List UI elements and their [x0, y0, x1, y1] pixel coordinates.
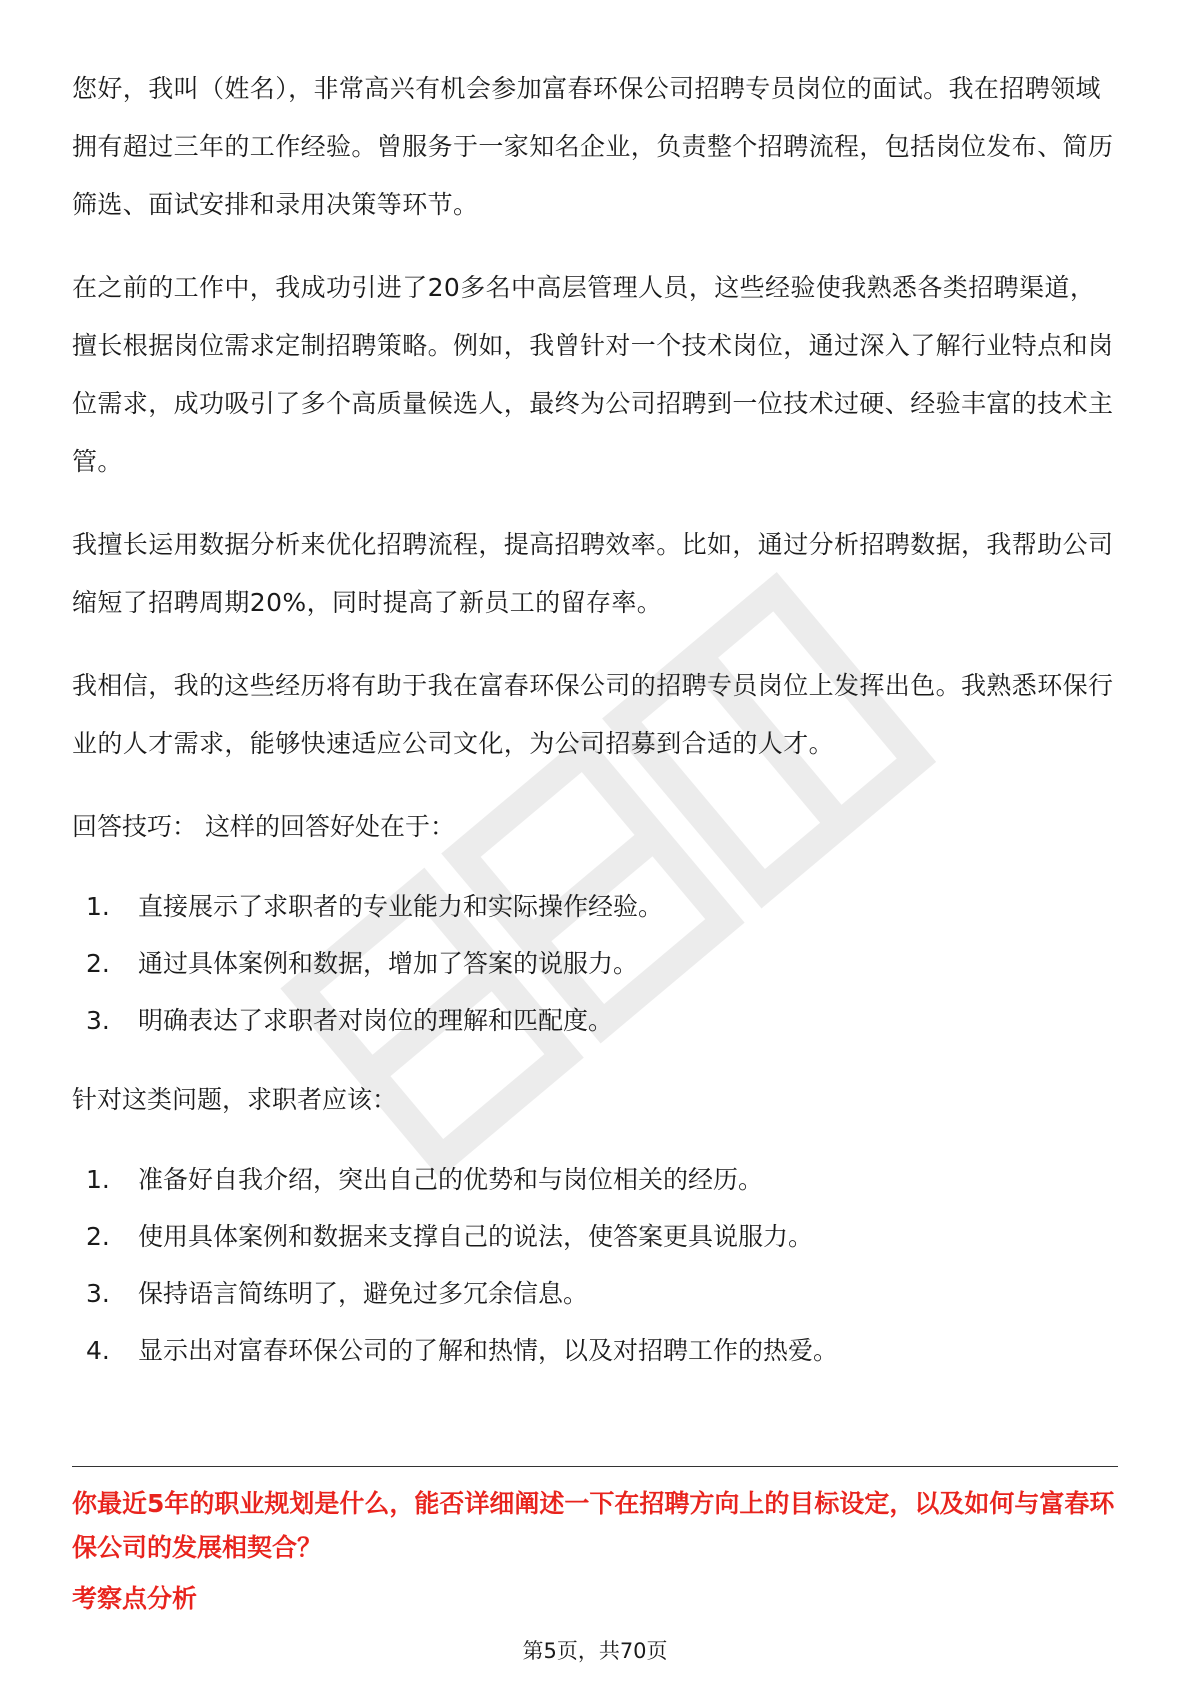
list-text: 明确表达了求职者对岗位的理解和匹配度。: [138, 1006, 614, 1035]
section-divider: [72, 1466, 1118, 1467]
page-footer: 第5页，共70页: [522, 1639, 668, 1663]
next-question-heading: 你最近5年的职业规划是什么，能否详细阐述一下在招聘方向上的目标设定，以及如何与富春环保公司的发展相契合？: [72, 1489, 1115, 1562]
list-text: 准备好自我介绍，突出自己的优势和与岗位相关的经历。: [138, 1165, 764, 1194]
list-number: 4.: [86, 1336, 110, 1365]
list-text: 显示出对富春环保公司的了解和热情，以及对招聘工作的热爱。: [138, 1336, 839, 1365]
answer-paragraph-3: 我擅长运用数据分析来优化招聘流程，提高招聘效率。比如，通过分析招聘数据，我帮助公司缩短了招聘周期20%，同时提高了新员工的留存率。: [72, 530, 1114, 617]
answer-paragraph-2: 在之前的工作中，我成功引进了20多名中高层管理人员，这些经验使我熟悉各类招聘渠道，擅长根据岗位需求定制招聘策略。例如，我曾针对一个技术岗位，通过深入了解行业特点和岗位需求，成功吸引了多个高质量候选人，最终为公司招聘到一位技术过硬、经验丰富的技术主管。: [72, 273, 1114, 476]
list-item: [86, 1265, 1118, 1322]
advice-label: 针对这类问题，求职者应该：: [72, 1085, 398, 1114]
list-item: [86, 935, 1118, 992]
list-number: 1.: [86, 892, 110, 921]
list-item: [86, 1208, 1118, 1265]
list-text: 通过具体案例和数据，增加了答案的说服力。: [138, 949, 639, 978]
list-number: 3.: [86, 1006, 110, 1035]
analysis-section-title: 考察点分析: [72, 1584, 198, 1613]
list-text: 直接展示了求职者的专业能力和实际操作经验。: [138, 892, 664, 921]
list-text: 保持语言简练明了，避免过多冗余信息。: [138, 1279, 589, 1308]
answer-paragraph-1: 您好，我叫（姓名），非常高兴有机会参加富春环保公司招聘专员岗位的面试。我在招聘领域拥有超过三年的工作经验。曾服务于一家知名企业，负责整个招聘流程，包括岗位发布、简历筛选、面试安排和录用决策等环节。: [72, 74, 1114, 219]
list-text: 使用具体案例和数据来支撑自己的说法，使答案更具说服力。: [138, 1222, 814, 1251]
list-item: [86, 878, 1118, 935]
answer-paragraph-4: 我相信，我的这些经历将有助于我在富春环保公司的招聘专员岗位上发挥出色。我熟悉环保行业的人才需求，能够快速适应公司文化，为公司招募到合适的人才。: [72, 671, 1114, 758]
tips-label: 回答技巧： 这样的回答好处在于：: [72, 812, 455, 841]
tips-list: [72, 878, 1118, 1049]
document-body: [72, 60, 1118, 1401]
list-item: [86, 992, 1118, 1049]
list-number: 1.: [86, 1165, 110, 1194]
list-item: [86, 1322, 1118, 1379]
list-number: 2.: [86, 949, 110, 978]
list-number: 2.: [86, 1222, 110, 1251]
advice-list: [72, 1151, 1118, 1379]
list-item: [86, 1151, 1118, 1208]
list-number: 3.: [86, 1279, 110, 1308]
